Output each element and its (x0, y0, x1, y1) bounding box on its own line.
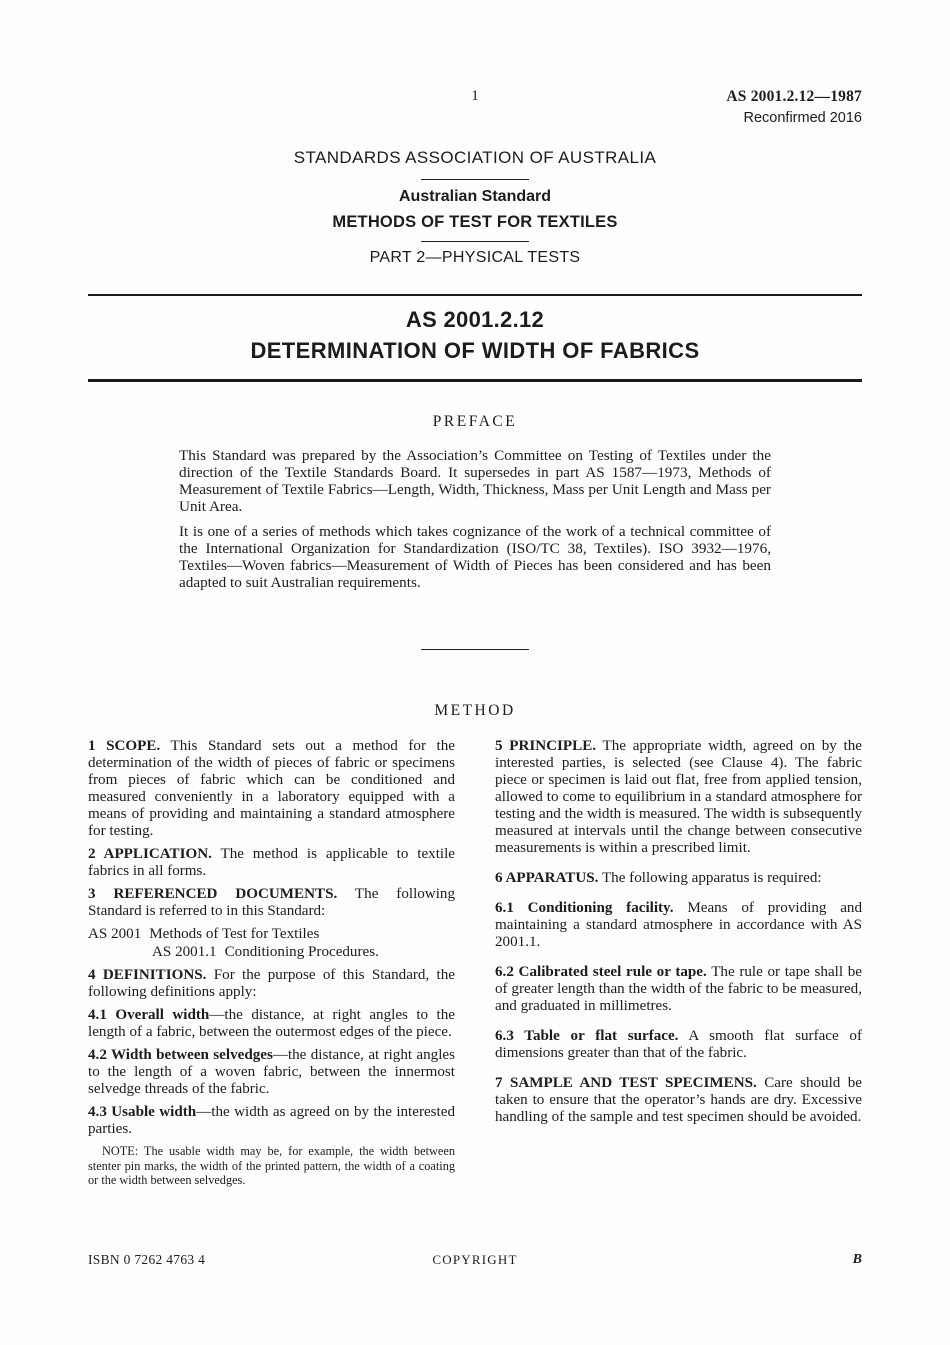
clause-calibrated-rule-label: 6.2 Calibrated steel rule or tape. (495, 964, 707, 981)
series-title: METHODS OF TEST FOR TEXTILES (332, 213, 618, 231)
preface-heading: PREFACE (432, 412, 518, 430)
standard-code: AS 2001.2.12 (405, 307, 545, 333)
reference-title: Methods of Test for Textiles (149, 926, 320, 943)
definition-width-between-selvedges-text: —the distance, at right angles to the length of a woven fabric, between the innermost selvedge threads of the fabric. (88, 1047, 455, 1098)
copyright-text: COPYRIGHT (432, 1252, 518, 1267)
clause-sample-test-specimens-label: 7 SAMPLE AND TEST SPECIMENS. (495, 1075, 757, 1092)
doc-code: AS 2001.2.12—1987 (726, 88, 862, 105)
clause-principle-label: 5 PRINCIPLE. (495, 738, 597, 755)
clause-conditioning-facility-label: 6.1 Conditioning facility. (495, 900, 674, 917)
association-name: STANDARDS ASSOCIATION OF AUSTRALIA (293, 148, 657, 167)
two-column-layout (88, 738, 862, 1187)
clause-apparatus (495, 870, 862, 887)
method-heading: METHOD (434, 702, 516, 720)
clause-definitions-text: For the purpose of this Standard, the following definitions apply: (88, 967, 455, 1001)
clause-principle (495, 738, 862, 857)
right-column (495, 738, 862, 1187)
clause-scope-text: This Standard sets out a method for the determination of the width of pieces of fabric or specimens from pieces of fabric which can be conditioned and measured conveniently in a laboratory equipped with a means of providing and maintaining a standard atmosphere for testing. (88, 738, 455, 840)
method-section (0, 702, 950, 1187)
clause-referenced-documents-label: 3 REFERENCED DOCUMENTS. (88, 886, 338, 903)
title-rule-top (88, 294, 862, 296)
clause-definitions-label: 4 DEFINITIONS. (88, 967, 207, 984)
divider-rule (421, 241, 529, 242)
definition-usable-width-text: —the width as agreed on by the interested parties. (88, 1104, 455, 1138)
standard-title: DETERMINATION OF WIDTH OF FABRICS (250, 338, 700, 364)
page-number: 1 (471, 88, 479, 104)
reference-line (88, 926, 455, 943)
divider-rule (421, 179, 529, 180)
clause-table-surface-text: A smooth flat surface of dimensions greater than that of the fabric. (495, 1028, 862, 1062)
clause-sample-test-specimens-text: Care should be taken to ensure that the operator’s hands are dry. Excessive handling of the sample and test specimen should be avoided. (495, 1075, 862, 1126)
clause-scope (88, 738, 455, 840)
title-block (0, 307, 950, 364)
definition-overall-width-text: —the distance, at right angles to the length of a fabric, between the outermost edges of the piece. (88, 1007, 455, 1041)
clause-application-text: The method is applicable to textile fabrics in all forms. (88, 846, 455, 880)
australian-standard-label: Australian Standard (398, 188, 552, 205)
clause-table-surface (495, 1028, 862, 1062)
doc-reference (726, 88, 862, 126)
definition-overall-width (88, 1007, 455, 1041)
clause-apparatus-label: 6 APPARATUS. (495, 870, 599, 887)
clause-sample-test-specimens (495, 1075, 862, 1126)
clause-referenced-documents-text: The following Standard is referred to in this Standard: (88, 886, 455, 920)
clause-scope-label: 1 SCOPE. (88, 738, 161, 755)
clause-apparatus-text: The following apparatus is required: (601, 870, 822, 887)
reference-title: Conditioning Procedures. (224, 944, 379, 961)
part-title: PART 2—PHYSICAL TESTS (369, 249, 581, 266)
reference-code: AS 2001 (88, 926, 142, 943)
definition-width-between-selvedges-label: 4.2 Width between selvedges (88, 1047, 273, 1064)
divider-rule (421, 649, 529, 650)
clause-conditioning-facility (495, 900, 862, 951)
page-header (0, 88, 950, 136)
usable-width-note: NOTE: The usable width may be, for example, the width between stenter pin marks, the width of the printed pattern, the width of a coating or the width between selvedges. (88, 1144, 455, 1187)
definition-width-between-selvedges (88, 1047, 455, 1098)
preface-paragraph-1: This Standard was prepared by the Association’s Committee on Testing of Textiles under the direction of the Textile Standards Board. It supersedes in part AS 1587—1973, Methods of Measurement of Textile Fabrics—Length, Width, Thickness, Mass per Unit Length and Mass per Unit Area. (179, 446, 771, 516)
clause-conditioning-facility-text: Means of providing and maintaining a standard atmosphere in accordance with AS 2001.1. (495, 900, 863, 951)
definition-usable-width-label: 4.3 Usable width (88, 1104, 197, 1121)
clause-definitions (88, 967, 455, 1001)
clause-principle-text: The appropriate width, agreed on by the interested parties, is selected (see Clause 4). The fabric piece or specimen is laid out flat, free from applied tension, allowed to come to equilibrium in a standard atmosphere for testing and the width is measured. The width is subsequently measured at intervals until the change between consecutive measurements is within a prescribed limit. (495, 738, 862, 857)
clause-application (88, 846, 455, 880)
page-letter: B (852, 1252, 862, 1267)
clause-referenced-documents (88, 886, 455, 920)
reconfirmed-note: Reconfirmed 2016 (743, 110, 862, 126)
clause-table-surface-label: 6.3 Table or flat surface. (495, 1028, 679, 1045)
left-column (88, 738, 455, 1187)
reference-code: AS 2001.1 (152, 944, 217, 961)
page-footer (88, 1252, 862, 1274)
clause-calibrated-rule-text: The rule or tape shall be of greater length than the width of the fabric to be measured, and graduated in millimetres. (495, 964, 862, 1015)
clause-calibrated-rule (495, 964, 862, 1015)
title-rule-bottom (88, 379, 862, 381)
definition-usable-width (88, 1104, 455, 1138)
preface-section (0, 413, 950, 592)
reference-line (152, 944, 455, 961)
clause-application-label: 2 APPLICATION. (88, 846, 212, 863)
definition-overall-width-label: 4.1 Overall width (88, 1007, 210, 1024)
preface-paragraph-2: It is one of a series of methods which takes cognizance of the work of a technical committee of the International Organization for Standardization (ISO/TC 38, Textiles). ISO 3932—1976, Textiles—Woven fabrics—Measurement of Width of Pieces has been considered and has been adapted to suit Australian requirements. (179, 522, 771, 592)
isbn-text: ISBN 0 7262 4763 4 (88, 1252, 206, 1267)
